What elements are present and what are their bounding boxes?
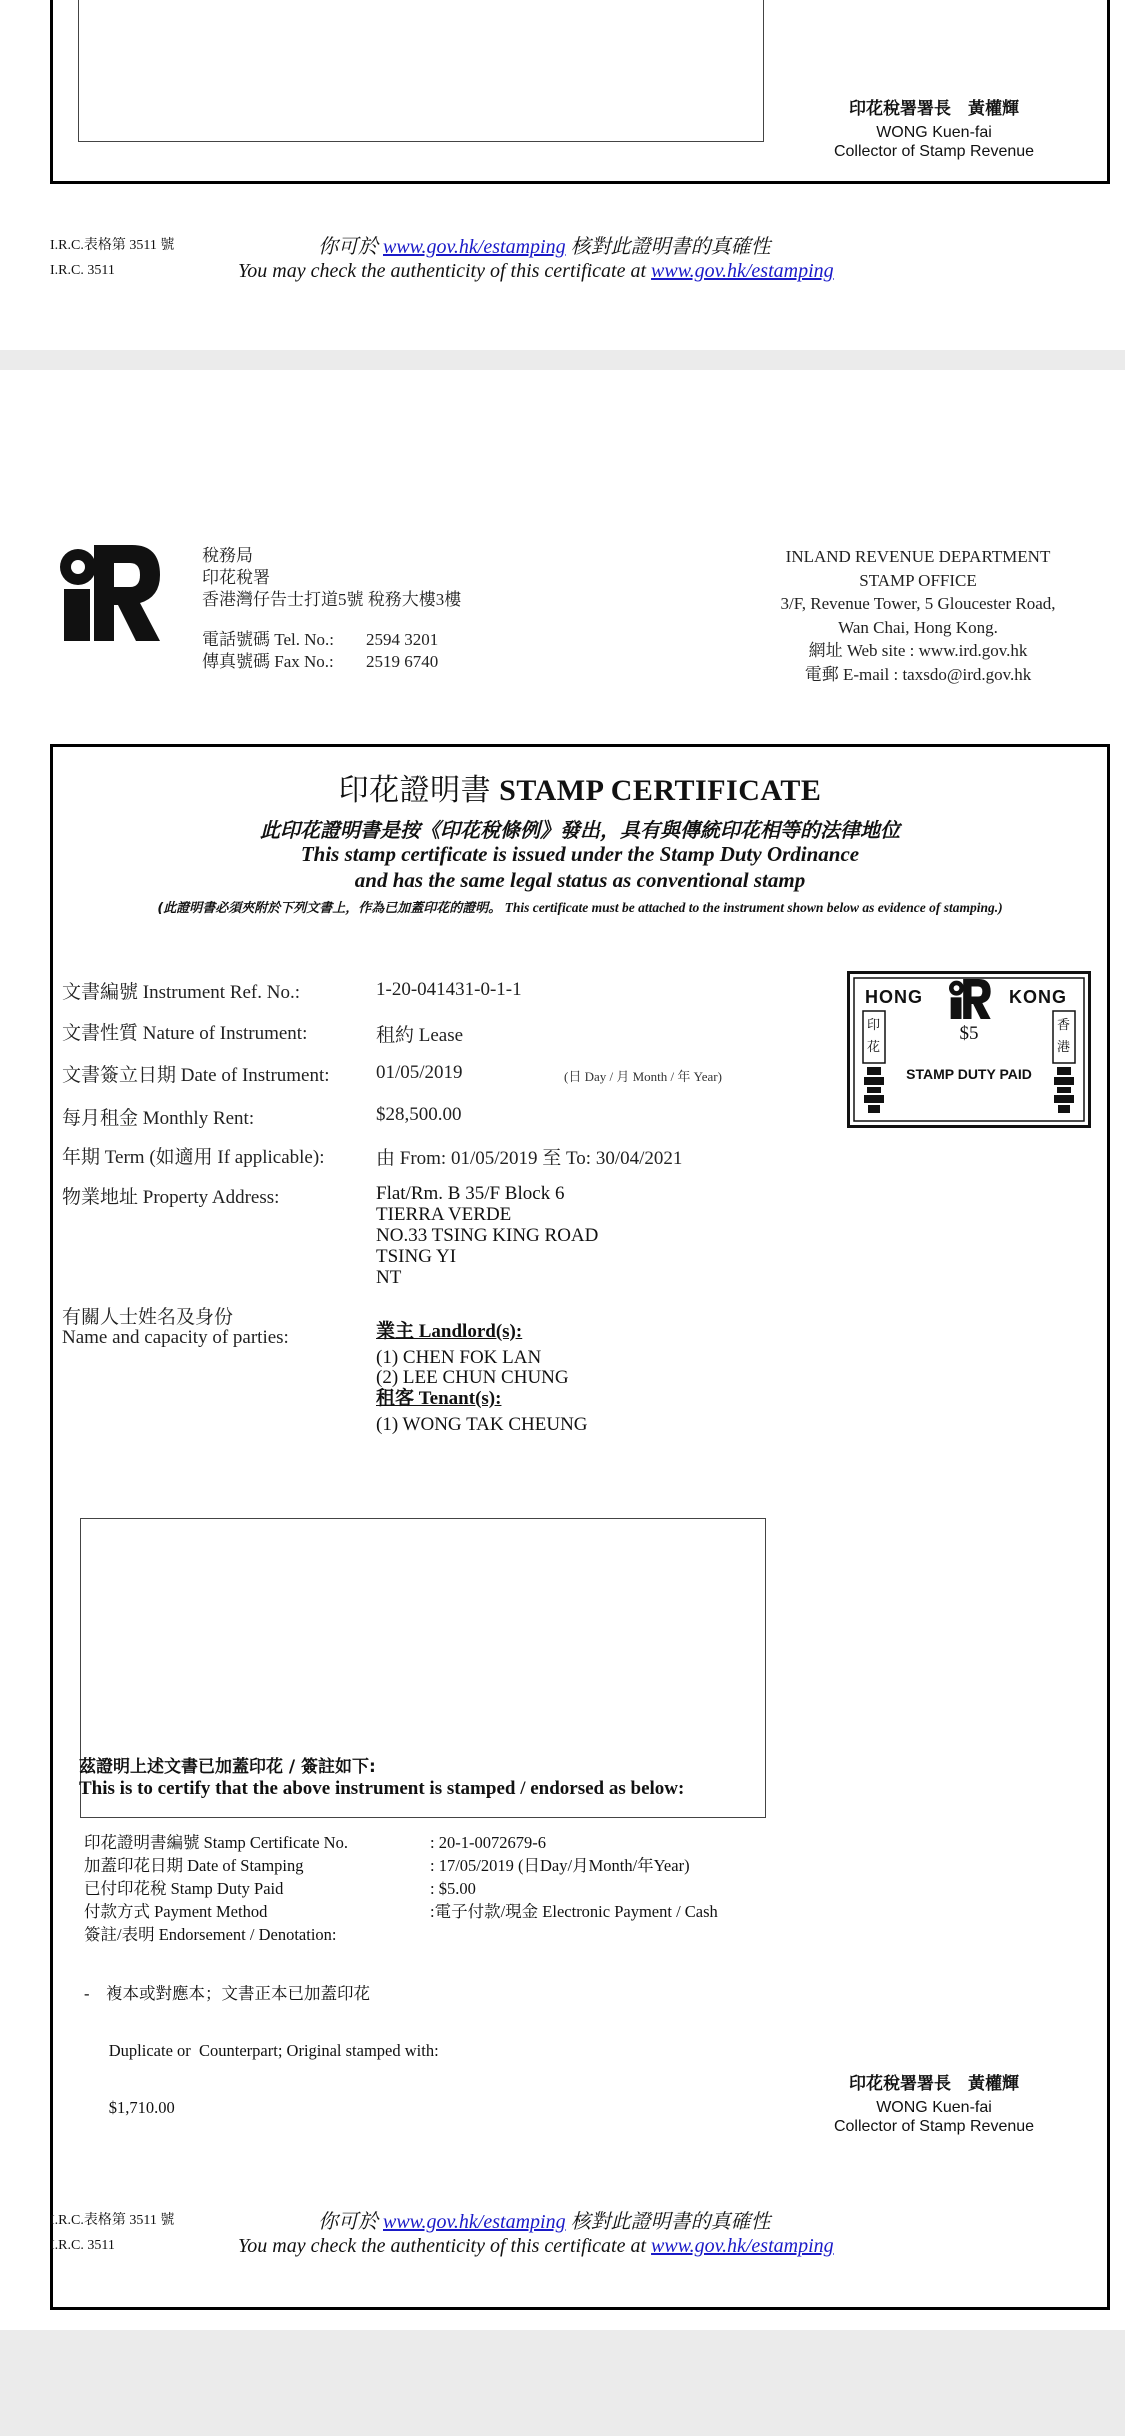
ref-label: 文書編號 Instrument Ref. No.: bbox=[62, 982, 301, 1003]
verify-link-cn[interactable]: www.gov.hk/estamping bbox=[383, 236, 566, 258]
note-line: $1,710.00 bbox=[84, 2098, 175, 2117]
form-code-cn: I.R.C.表格第 3511 號 bbox=[50, 238, 175, 253]
certificate-title-cn: 印花證明書 bbox=[338, 773, 492, 808]
address-line: TSING YI bbox=[376, 1246, 457, 1267]
stamp-amount: $5 bbox=[959, 1023, 979, 1044]
note-line: - 複本或對應本；文書正本已加蓋印花 bbox=[84, 1984, 370, 2003]
parties bbox=[376, 1322, 588, 1435]
signature-title-cn: 印花稅署署長 黃權輝 bbox=[849, 99, 1019, 119]
signature-name: WONG Kuen-fai bbox=[876, 124, 992, 141]
form-code-en: I.R.C. 3511 bbox=[50, 2238, 115, 2253]
attach-notice-en: This certificate must be attached to the instrument shown below as evidence of stamping.) bbox=[504, 900, 1003, 915]
signature-title-cn: 印花稅署署長 黃權輝 bbox=[849, 2074, 1019, 2094]
tel-label: 電話號碼 Tel. No.: bbox=[202, 630, 334, 649]
stamp-ornament-icon bbox=[1051, 1067, 1077, 1113]
signature-block bbox=[804, 100, 1064, 161]
stamp-left-word: HONG bbox=[865, 987, 923, 1007]
header-fax bbox=[202, 651, 461, 673]
payment-method-label: 付款方式 Payment Method bbox=[84, 1902, 268, 1921]
parties-label bbox=[62, 1308, 289, 1348]
header-dept-cn: 稅務局 bbox=[202, 546, 253, 565]
ref-value: 1-20-041431-0-1-1 bbox=[376, 979, 522, 1000]
header-office-cn: 印花稅署 bbox=[202, 568, 270, 587]
attach-notice-cn: (此證明書必須夾附於下列文書上，作為已加蓋印花的證明。 bbox=[157, 901, 502, 916]
payment-method-value: :電子付款/現金 Electronic Payment / Cash bbox=[430, 1902, 718, 1921]
verify-line-en bbox=[238, 260, 834, 283]
address-line: NT bbox=[376, 1267, 402, 1288]
address-line: Flat/Rm. B 35/F Block 6 bbox=[376, 1183, 565, 1204]
endorse-detail-row bbox=[84, 1831, 546, 1855]
form-code-cn: I.R.C.表格第 3511 號 bbox=[50, 2213, 175, 2228]
stamp-right-word: KONG bbox=[1009, 987, 1067, 1007]
property-address bbox=[376, 1183, 598, 1288]
fax-label: 傳真號碼 Fax No.: bbox=[202, 652, 334, 671]
verify-line-cn bbox=[318, 230, 771, 259]
verify-line-cn bbox=[318, 2205, 771, 2234]
endorse-detail-row bbox=[84, 1923, 337, 1947]
nature-label: 文書性質 Nature of Instrument: bbox=[62, 1023, 308, 1044]
verify-prefix-cn: 你可於 bbox=[318, 236, 378, 258]
certificate-page-1-tail bbox=[0, 0, 1125, 350]
header-address-cn: 香港灣仔告士打道5號 稅務大樓3樓 bbox=[202, 590, 462, 609]
endorse-intro-cn: 茲證明上述文書已加蓋印花 / 簽註如下: bbox=[79, 1757, 376, 1777]
subtitle-en-1: This stamp certificate is issued under the Stamp Duty Ordinance bbox=[300, 842, 860, 866]
verify-link-en[interactable]: www.gov.hk/estamping bbox=[651, 2235, 834, 2257]
ird-logo-icon bbox=[56, 545, 160, 641]
date-hint: (日 Day / 月 Month / 年 Year) bbox=[564, 1069, 722, 1084]
duty-paid-label: 已付印花稅 Stamp Duty Paid bbox=[84, 1879, 284, 1898]
stamp-ornament-icon bbox=[861, 1067, 887, 1113]
landlord-item: (1) CHEN FOK LAN bbox=[376, 1347, 542, 1368]
subtitle-en-2: and has the same legal status as conventional stamp bbox=[354, 868, 806, 892]
header-office-en: STAMP OFFICE bbox=[859, 570, 977, 590]
tenant-heading: 租客 Tenant(s): bbox=[376, 1388, 502, 1409]
parties-label-en: Name and capacity of parties: bbox=[62, 1327, 289, 1348]
verify-prefix-en: You may check the authenticity of this certificate at bbox=[238, 2235, 647, 2257]
endorsement-label: 簽註/表明 Endorsement / Denotation: bbox=[84, 1925, 337, 1944]
stamp-right-seal: 香港 bbox=[1057, 1018, 1071, 1055]
cert-no-value: : 20-1-0072679-6 bbox=[430, 1833, 546, 1852]
verify-line-en bbox=[238, 2235, 834, 2258]
signature-title-en: Collector of Stamp Revenue bbox=[833, 143, 1035, 160]
attach-notice bbox=[50, 897, 1110, 916]
endorsement-box bbox=[78, 0, 764, 142]
date-value: 01/05/2019 bbox=[376, 1062, 463, 1083]
verify-link-cn[interactable]: www.gov.hk/estamping bbox=[383, 2211, 566, 2233]
signature-title-en: Collector of Stamp Revenue bbox=[833, 2118, 1035, 2135]
certificate-title-en: STAMP CERTIFICATE bbox=[499, 774, 822, 807]
note-line: Duplicate or Counterpart; Original stamped with: bbox=[84, 2041, 439, 2060]
certificate-title bbox=[50, 765, 1110, 809]
endorsement-note bbox=[84, 1946, 439, 2155]
cert-no-label: 印花證明書編號 Stamp Certificate No. bbox=[84, 1833, 348, 1852]
header-address-en-1: 3/F, Revenue Tower, 5 Gloucester Road, bbox=[780, 594, 1056, 613]
tenant-item: (1) WONG TAK CHEUNG bbox=[376, 1414, 588, 1435]
duty-paid-value: : $5.00 bbox=[430, 1879, 476, 1898]
term-label: 年期 Term (如適用 If applicable): bbox=[62, 1147, 325, 1168]
verify-prefix-cn: 你可於 bbox=[318, 2211, 378, 2233]
rent-value: $28,500.00 bbox=[376, 1104, 462, 1125]
address-line: TIERRA VERDE bbox=[376, 1204, 512, 1225]
signature-block bbox=[804, 2075, 1064, 2136]
form-code bbox=[50, 2208, 174, 2258]
endorse-detail-row bbox=[84, 1854, 690, 1878]
date-label: 文書簽立日期 Date of Instrument: bbox=[62, 1065, 330, 1086]
stamp-caption: STAMP DUTY PAID bbox=[906, 1066, 1032, 1082]
header-dept-en: INLAND REVENUE DEPARTMENT bbox=[785, 547, 1051, 566]
header-address-en-2: Wan Chai, Hong Kong. bbox=[838, 617, 998, 637]
form-code-en: I.R.C. 3511 bbox=[50, 263, 115, 278]
verify-suffix-cn: 核對此證明書的真確性 bbox=[570, 236, 771, 258]
header-tel bbox=[202, 629, 461, 651]
subtitle-cn: 此印花證明書是按《印花稅條例》發出，具有與傳統印花相等的法律地位 bbox=[260, 818, 900, 842]
stamp-date-value: : 17/05/2019 (日Day/月Month/年Year) bbox=[430, 1856, 690, 1875]
header-email: 電郵 E-mail : taxsdo@ird.gov.hk bbox=[804, 665, 1032, 684]
certificate-page-2 bbox=[0, 370, 1125, 2330]
endorse-intro-en: This is to certify that the above instrument is stamped / endorsed as below: bbox=[79, 1778, 685, 1799]
landlord-item: (2) LEE CHUN CHUNG bbox=[376, 1367, 569, 1388]
stamp-left-seal: 印花 bbox=[867, 1018, 881, 1055]
header-web: 網址 Web site : www.ird.gov.hk bbox=[808, 641, 1028, 660]
signature-name: WONG Kuen-fai bbox=[876, 2099, 992, 2116]
endorse-detail-row bbox=[84, 1900, 718, 1924]
header-left bbox=[202, 545, 461, 673]
tel-value: 2594 3201 bbox=[366, 630, 439, 649]
stamp-duty-stamp bbox=[847, 971, 1091, 1128]
parties-label-cn: 有關人士姓名及身份 bbox=[62, 1307, 234, 1328]
stamp-logo-icon bbox=[947, 979, 991, 1019]
address-label: 物業地址 Property Address: bbox=[62, 1187, 280, 1208]
landlord-heading: 業主 Landlord(s): bbox=[376, 1321, 523, 1342]
verify-prefix-en: You may check the authenticity of this certificate at bbox=[238, 260, 647, 282]
verify-suffix-cn: 核對此證明書的真確性 bbox=[570, 2211, 771, 2233]
form-code bbox=[50, 233, 174, 283]
nature-value: 租約 Lease bbox=[376, 1025, 464, 1046]
term-value: 由 From: 01/05/2019 至 To: 30/04/2021 bbox=[376, 1148, 683, 1169]
address-line: NO.33 TSING KING ROAD bbox=[376, 1225, 599, 1246]
verify-link-en[interactable]: www.gov.hk/estamping bbox=[651, 260, 834, 282]
stamp-date-label: 加蓋印花日期 Date of Stamping bbox=[84, 1856, 304, 1875]
endorse-detail-row bbox=[84, 1877, 476, 1901]
header-right bbox=[753, 545, 1083, 687]
fax-value: 2519 6740 bbox=[366, 652, 439, 671]
rent-label: 每月租金 Monthly Rent: bbox=[62, 1108, 255, 1129]
